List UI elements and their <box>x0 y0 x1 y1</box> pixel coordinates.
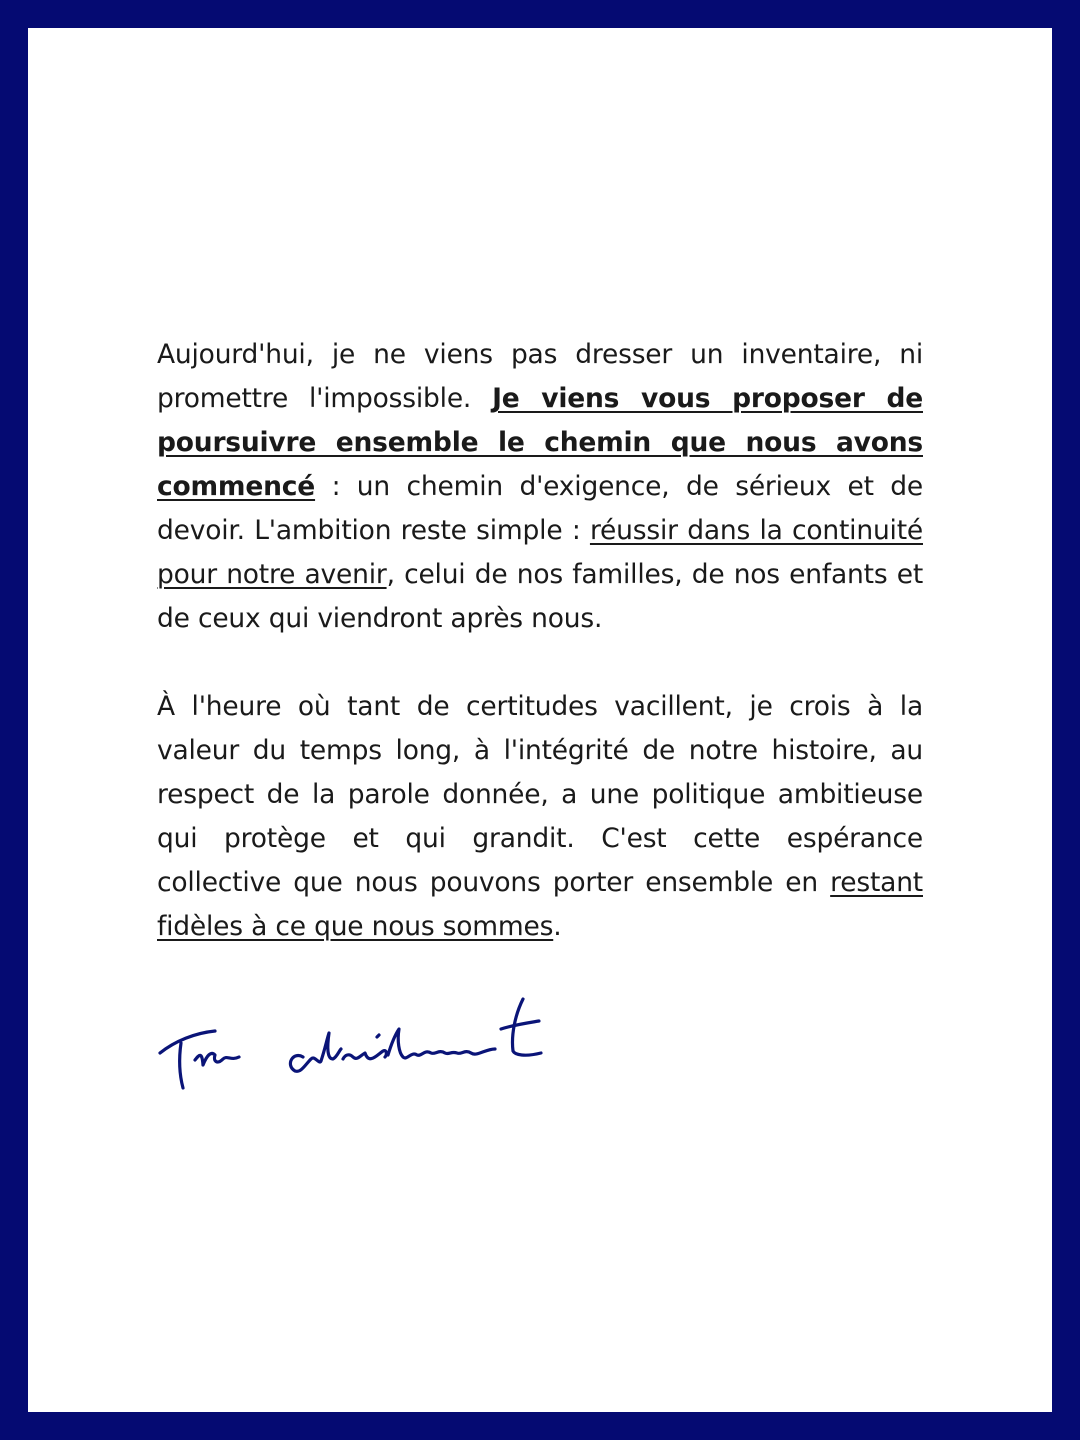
paragraph-1-bold-underlined: Je viens vous proposer de poursuivre ensemble le chemin que nous avons commencé <box>157 383 923 502</box>
paragraph-2-text-1: À l'heure où tant de certitudes vacillent, je crois à la valeur du temps long, à l'intégrité de notre histoire, au respect de la parole donnée, a une politique ambitieuse qui protège et qui grandit. C'est cette espérance collective que nous pouvons porter ensemble en <box>157 691 923 898</box>
paragraph-1-text-1: Aujourd'hui, je ne viens pas dresser un inventaire, ni promettre l'impossible. <box>157 339 923 414</box>
paragraph-1-text-3: , celui de nos familles, de nos enfants et de ceux qui viendront après nous. <box>157 559 924 634</box>
handwritten-signature <box>155 985 555 1095</box>
letter-body <box>157 333 923 949</box>
paragraph-2 <box>157 685 923 949</box>
signature-icon <box>155 985 555 1095</box>
paragraph-1-text-2: : un chemin d'exigence, de sérieux et de devoir. L'ambition reste simple : <box>157 471 923 546</box>
paragraph-2-underlined: restant fidèles à ce que nous sommes <box>157 867 923 942</box>
paragraph-1 <box>157 333 923 641</box>
paragraph-1-underlined: réussir dans la continuité pour notre avenir <box>157 515 923 590</box>
paragraph-2-text-2: . <box>553 911 562 942</box>
